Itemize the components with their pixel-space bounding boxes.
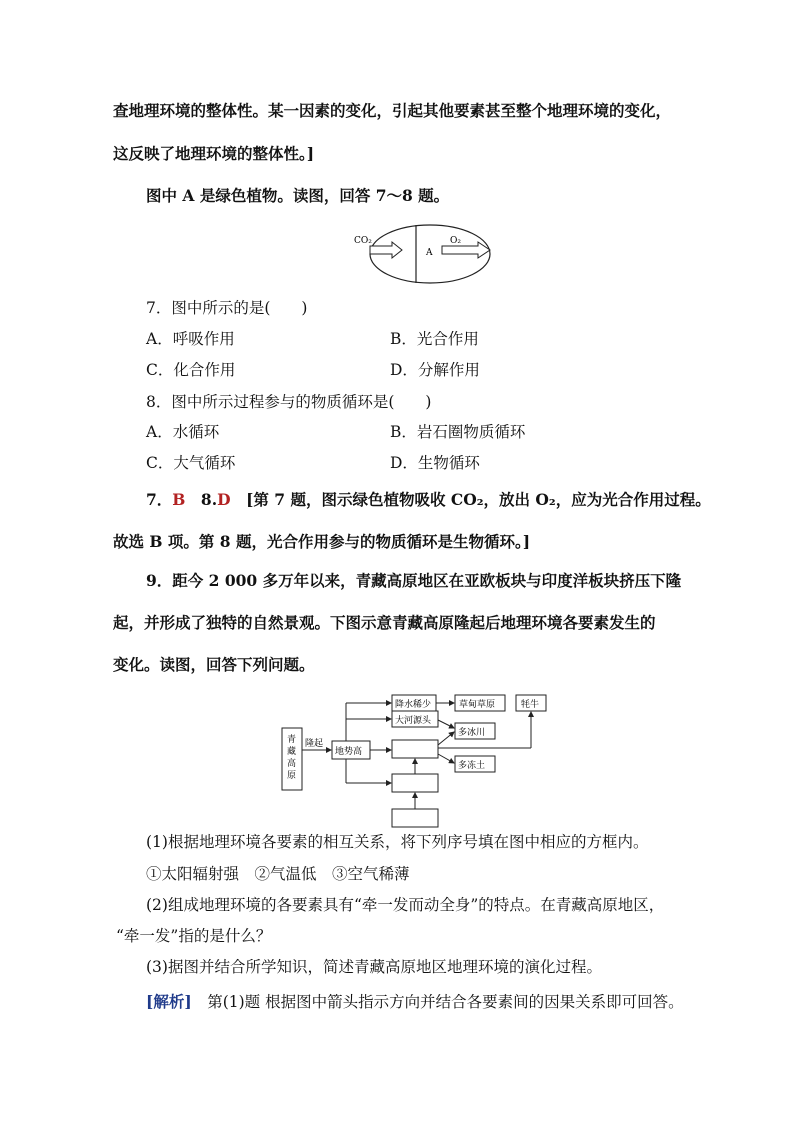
answer-8: D: [217, 490, 231, 509]
river-source-label: 大河源头: [395, 716, 432, 726]
q9-line-1: 9．距今 2 000 多万年以来，青藏高原地区在亚欧板块与印度洋板块挤压下隆: [146, 571, 682, 590]
blank-box-2[interactable]: [392, 774, 438, 792]
co2-label: CO₂: [354, 236, 372, 246]
q8-option-a: A．水循环: [146, 423, 220, 441]
photosynthesis-figure: [352, 222, 502, 286]
blank-box-3[interactable]: [392, 809, 438, 827]
sub-question-1-options: ①太阳辐射强 ②气温低 ③空气稀薄: [146, 865, 410, 883]
blank-box-1[interactable]: [392, 740, 438, 758]
intro-line-2: 这反映了地理环境的整体性。]: [113, 144, 315, 163]
q7-option-b: B．光合作用: [390, 330, 479, 348]
intro-line-1: 查地理环境的整体性。某一因素的变化，引起其他要素甚至整个地理环境的变化，: [113, 101, 672, 120]
plateau-flow-diagram: [280, 690, 560, 830]
q7-option-a: A．呼吸作用: [146, 330, 235, 348]
analysis-line: [146, 992, 684, 1012]
answer-num-8: 8.: [200, 490, 218, 509]
q7-option-d: D．分解作用: [390, 361, 480, 379]
sub-question-2-line-1: (2)组成地理环境的各要素具有“牵一发而动全身”的特点。在青藏高原地区，: [146, 896, 665, 914]
answer-line-1: [146, 490, 711, 510]
left-arrow-icon: [370, 242, 402, 258]
q8-stem: 8．图中所示过程参与的物质循环是( ): [146, 393, 432, 411]
a-label: A: [426, 248, 433, 258]
q7-stem: 7．图中所示的是( ): [146, 299, 308, 317]
plateau-char-3: 高: [287, 759, 297, 769]
permafrost-label: 多冻土: [458, 761, 486, 771]
glacier-label: 多冰川: [458, 728, 486, 738]
q9-line-2: 起，并形成了独特的自然景观。下图示意青藏高原隆起后地理环境各要素发生的: [113, 613, 656, 632]
answer-explanation-1: [第 7 题，图示绿色植物吸收 CO₂，放出 O₂，应为光合作用过程。: [246, 490, 711, 509]
answer-num-7: 7．: [146, 490, 173, 509]
yak-label: 牦牛: [521, 700, 540, 710]
less-rain-label: 降水稀少: [395, 700, 432, 710]
o2-label: O₂: [450, 236, 461, 246]
sub-question-1: (1)根据地理环境各要素的相互关系，将下列序号填在图中相应的方框内。: [146, 833, 649, 851]
q7-option-c: C．化合作用: [146, 361, 236, 379]
analysis-text: 第(1)题 根据图中箭头指示方向并结合各要素间的因果关系即可回答。: [207, 993, 684, 1011]
q8-option-b: B．岩石圈物质循环: [390, 423, 526, 441]
plateau-char-2: 藏: [287, 747, 297, 757]
uplift-label: 隆起: [305, 739, 324, 749]
answer-7: B: [172, 490, 186, 509]
sub-question-3: (3)据图并结合所学知识，简述青藏高原地区地理环境的演化过程。: [146, 958, 602, 976]
figure-intro: 图中 A 是绿色植物。读图，回答 7～8 题。: [146, 186, 450, 205]
terrain-label: 地势高: [335, 747, 363, 757]
q8-option-d: D．生物循环: [390, 454, 480, 472]
sub-question-2-line-2: “牵一发”指的是什么？: [116, 927, 272, 945]
q8-option-c: C．大气循环: [146, 454, 236, 472]
plateau-char-1: 青: [287, 735, 297, 745]
meadow-label: 草甸草原: [459, 700, 496, 710]
plateau-char-4: 原: [287, 771, 297, 781]
analysis-tag: [解析]: [146, 992, 192, 1011]
q9-line-3: 变化。读图，回答下列问题。: [113, 655, 315, 674]
answer-line-2: 故选 B 项。第 8 题，光合作用参与的物质循环是生物循环。]: [113, 532, 531, 551]
